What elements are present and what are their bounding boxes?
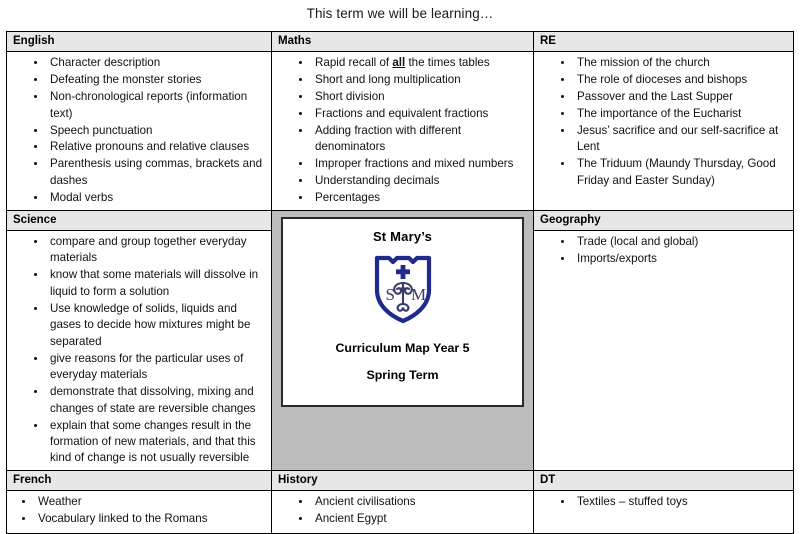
- list-item: • Textiles – stuffed toys: [574, 494, 787, 510]
- subject-heading-history: History: [272, 471, 533, 491]
- topic-list-maths: [272, 55, 533, 207]
- school-crest-icon: [371, 252, 435, 329]
- list-item: • Jesus’ sacrifice and our self-sacrifice at Lent: [574, 123, 787, 156]
- cell-body-re: [534, 55, 793, 189]
- topic-list-dt: [534, 494, 793, 510]
- cell-maths: [272, 32, 534, 211]
- table-row-middle: [7, 210, 794, 470]
- list-item: • Speech punctuation: [47, 123, 265, 139]
- curriculum-table: [6, 31, 794, 534]
- topic-list-geography: [534, 234, 793, 267]
- table-row-top: [7, 32, 794, 211]
- table-row-bottom: [7, 470, 794, 533]
- list-item: • Improper fractions and mixed numbers: [312, 156, 527, 172]
- list-item: • Percentages: [312, 190, 527, 206]
- cell-body-english: [7, 55, 271, 206]
- cell-body-science: [7, 234, 271, 467]
- school-name: St Mary’s: [372, 228, 433, 244]
- list-item: • Use knowledge of solids, liquids and gases to decide how mixtures might be separated: [47, 301, 265, 350]
- cell-body-dt: [534, 494, 793, 510]
- list-item: [312, 55, 527, 71]
- maths-item-prefix: Rapid recall of: [315, 56, 393, 70]
- list-item: • Character description: [47, 55, 265, 71]
- list-item: • compare and group together everyday materials: [47, 234, 265, 267]
- svg-text:M: M: [410, 284, 426, 304]
- cell-centre-crest-panel: [272, 210, 534, 470]
- list-item: • demonstrate that dissolving, mixing and changes of state are reversible changes: [47, 384, 265, 417]
- list-item: • Short and long multiplication: [312, 72, 527, 88]
- list-item: • Understanding decimals: [312, 173, 527, 189]
- list-item: • The Triduum (Maundy Thursday, Good Friday and Easter Sunday): [574, 156, 787, 189]
- cell-english: [7, 32, 272, 211]
- cell-body-maths: [272, 55, 533, 207]
- topic-list-science: [7, 234, 271, 467]
- subject-heading-maths: Maths: [272, 32, 533, 52]
- list-item: • Imports/exports: [574, 251, 787, 267]
- list-item: • Short division: [312, 89, 527, 105]
- subject-heading-science: Science: [7, 211, 271, 231]
- subject-heading-dt: DT: [534, 471, 793, 491]
- cell-body-history: [272, 494, 533, 527]
- list-item: • Relative pronouns and relative clauses: [47, 139, 265, 155]
- maths-item-suffix: the times tables: [405, 56, 490, 70]
- list-item: • explain that some changes result in the formation of new materials, and that this kind of change is not usually reversible: [47, 418, 265, 467]
- page-title: This term we will be learning…: [306, 6, 494, 21]
- subject-heading-french: French: [7, 471, 271, 491]
- cell-re: [534, 32, 794, 211]
- list-item: • Passover and the Last Supper: [574, 89, 787, 105]
- list-item: • Defeating the monster stories: [47, 72, 265, 88]
- crest-inner-box: [281, 217, 524, 407]
- list-item: • Non-chronological reports (information text): [47, 89, 265, 122]
- cell-science: [7, 210, 272, 470]
- list-item: • Vocabulary linked to the Romans: [35, 511, 265, 527]
- list-item: • Adding fraction with different denominators: [312, 123, 527, 156]
- cell-dt: [534, 470, 794, 533]
- cell-geography: [534, 210, 794, 470]
- cell-french: [7, 470, 272, 533]
- topic-list-english: [7, 55, 271, 206]
- list-item: • Modal verbs: [47, 190, 265, 206]
- list-item: • Fractions and equivalent fractions: [312, 106, 527, 122]
- list-item: • The mission of the church: [574, 55, 787, 71]
- list-item: • Weather: [35, 494, 265, 510]
- topic-list-french: [7, 494, 271, 527]
- term-label: Spring Term: [366, 367, 439, 382]
- list-item: • The importance of the Eucharist: [574, 106, 787, 122]
- cell-body-geography: [534, 234, 793, 267]
- list-item: • Trade (local and global): [574, 234, 787, 250]
- curriculum-map-title: Curriculum Map Year 5: [335, 340, 470, 355]
- subject-heading-english: English: [7, 32, 271, 52]
- subject-heading-geography: Geography: [534, 211, 793, 231]
- maths-item-emphasis: all: [392, 56, 406, 70]
- list-item: • give reasons for the particular uses of everyday materials: [47, 351, 265, 384]
- svg-text:S: S: [385, 284, 395, 304]
- subject-heading-re: RE: [534, 32, 793, 52]
- list-item: • Parenthesis using commas, brackets and dashes: [47, 156, 265, 189]
- cell-history: [272, 470, 534, 533]
- list-item: • know that some materials will dissolve in liquid to form a solution: [47, 267, 265, 300]
- topic-list-re: [534, 55, 793, 189]
- cell-body-french: [7, 494, 271, 527]
- list-item: • The role of dioceses and bishops: [574, 72, 787, 88]
- topic-list-history: [272, 494, 533, 527]
- list-item: • Ancient Egypt: [312, 511, 527, 527]
- list-item: • Ancient civilisations: [312, 494, 527, 510]
